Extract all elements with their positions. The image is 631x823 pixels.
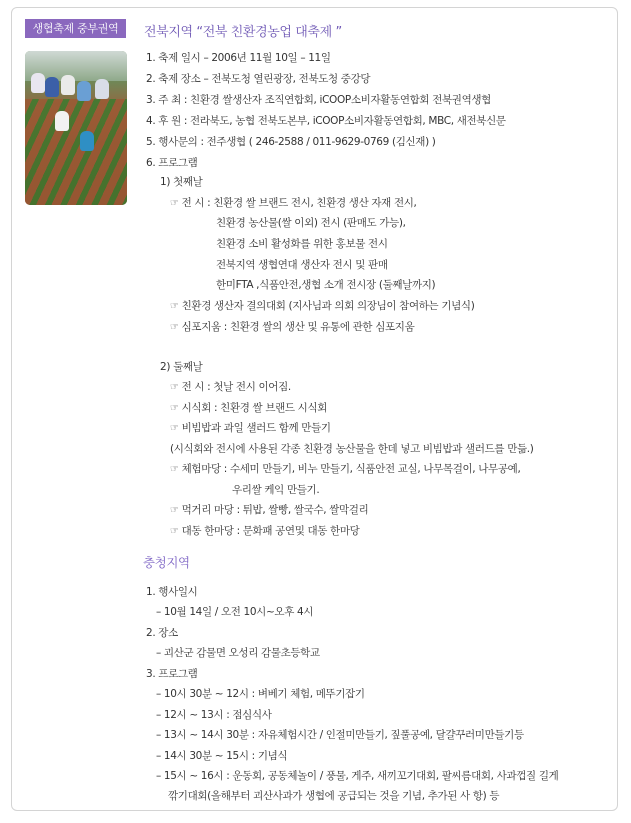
list-line: [146, 92, 491, 107]
line-text: 1. 행사일시: [146, 586, 198, 598]
list-line: [156, 727, 524, 742]
pointing-hand-icon: ☞: [170, 322, 179, 333]
list-line: [146, 584, 197, 599]
list-line: [170, 379, 291, 394]
line-text: 대동 한마당 : 문화패 공연및 대동 한마당: [181, 525, 360, 537]
list-line: [146, 71, 370, 86]
list-line: [216, 257, 388, 272]
list-line: [170, 461, 520, 476]
pointing-hand-icon: ☞: [170, 382, 179, 393]
section-badge: 생협축제 중부권역: [25, 19, 126, 38]
line-text: 심포지움 : 친환경 쌀의 생산 및 유통에 관한 심포지움: [181, 321, 415, 333]
list-line: [146, 625, 178, 640]
list-line: [156, 645, 320, 660]
list-line: [232, 482, 319, 497]
list-line: [170, 400, 327, 415]
line-text: 한미FTA ,식품안전,생협 소개 전시장 (둘째날까지): [216, 279, 436, 291]
line-text: 친환경 농산물(쌀 이외) 전시 (판매도 가능),: [216, 217, 406, 229]
list-line: [170, 195, 417, 210]
list-line: [156, 768, 558, 783]
list-line: [146, 134, 436, 149]
page-title: 전북지역 “전북 친환경농업 대축제 ”: [144, 25, 342, 40]
pointing-hand-icon: ☞: [170, 464, 179, 475]
line-text: – 10시 30분 ~ 12시 : 벼베기 체험, 메뚜기잡기: [156, 688, 365, 700]
line-text: 2. 축제 장소 – 전북도청 열린광장, 전북도청 중강당: [146, 73, 371, 85]
line-text: 전 시 : 첫날 전시 이어짐.: [181, 381, 291, 393]
list-line: [216, 215, 406, 230]
line-text: 3. 프로그램: [146, 668, 198, 680]
list-line: [170, 441, 534, 456]
pointing-hand-icon: ☞: [170, 198, 179, 209]
line-text: 1. 축제 일시 – 2006년 11월 10일 – 11일: [146, 52, 331, 64]
festival-photo: [25, 51, 127, 205]
line-text: 친환경 생산자 결의대회 (지사님과 의회 의장님이 참여하는 기념식): [181, 300, 475, 312]
list-line: [160, 174, 202, 189]
list-line: [146, 50, 331, 65]
line-text: 6. 프로그램: [146, 157, 198, 169]
list-line: [146, 113, 506, 128]
line-text: 친환경 소비 활성화를 위한 홍보물 전시: [216, 238, 388, 250]
line-text: 3. 주 최 : 친환경 쌀생산자 조직연합회, iCOOP소비자활동연합회 전북권역생협: [146, 94, 491, 106]
pointing-hand-icon: ☞: [170, 403, 179, 414]
pointing-hand-icon: ☞: [170, 505, 179, 516]
line-text: 5. 행사문의 : 전주생협 ( 246-2588 / 011-9629-0769 (김신재) ): [146, 136, 436, 148]
line-text: 우리쌀 케익 만들기.: [232, 484, 320, 496]
list-line: [168, 788, 499, 803]
line-text: – 12시 ~ 13시 : 점심식사: [156, 709, 272, 721]
line-text: 2) 둘째날: [160, 361, 203, 373]
line-text: 4. 후 원 : 전라북도, 농협 전북도본부, iCOOP소비자활동연합회, MBC, 새전북신문: [146, 115, 506, 127]
line-text: – 괴산군 감물면 오성리 감물초등학교: [156, 647, 320, 659]
list-line: [216, 236, 388, 251]
list-line: [156, 707, 272, 722]
list-line: [146, 666, 197, 681]
list-line: [160, 359, 202, 374]
list-line: [170, 523, 359, 538]
line-text: – 15시 ~ 16시 : 운동회, 공동체놀이 / 풍물, 게주, 새끼꼬기대회, 팔씨름대회, 사과껍질 길게: [156, 770, 559, 782]
line-text: 체험마당 : 수세미 만들기, 비누 만들기, 식품안전 교실, 나무목걸이, 나무공예,: [181, 463, 521, 475]
line-text: 시식회 : 친환경 쌀 브랜드 시식회: [181, 402, 328, 414]
line-text: 2. 장소: [146, 627, 178, 639]
line-text: – 13시 ~ 14시 30분 : 자유체험시간 / 인절미만들기, 짚풀공예, 달걀꾸러미만들기등: [156, 729, 524, 741]
line-text: – 14시 30분 ~ 15시 : 기념식: [156, 750, 288, 762]
list-line: [156, 748, 287, 763]
list-line: [216, 277, 435, 292]
line-text: 전북지역 생협연대 생산자 전시 및 판매: [216, 259, 388, 271]
list-line: [170, 502, 368, 517]
pointing-hand-icon: ☞: [170, 423, 179, 434]
pointing-hand-icon: ☞: [170, 526, 179, 537]
line-text: 전 시 : 친환경 쌀 브랜드 전시, 친환경 생산 자재 전시,: [181, 197, 417, 209]
list-line: [156, 604, 313, 619]
list-line: [170, 420, 331, 435]
chungcheong-title: 충청지역: [143, 555, 190, 570]
list-line: [170, 319, 414, 334]
line-text: 비빔밥과 과일 샐러드 함께 만들기: [181, 422, 331, 434]
pointing-hand-icon: ☞: [170, 301, 179, 312]
line-text: 깎기대회(올해부터 괴산사과가 생협에 공급되는 것을 기념, 추가된 사 항) 등: [168, 790, 500, 802]
line-text: (시식회와 전시에 사용된 각종 친환경 농산물을 한데 넣고 비빔밥과 샐러드를 만듦.): [170, 443, 534, 455]
line-text: 먹거리 마당 : 튀밥, 쌀빵, 쌀국수, 쌀막걸리: [181, 504, 369, 516]
list-line: [156, 686, 365, 701]
list-line: [146, 155, 197, 170]
line-text: 1) 첫째날: [160, 176, 203, 188]
line-text: – 10월 14일 / 오전 10시~오후 4시: [156, 606, 314, 618]
list-line: [170, 298, 474, 313]
